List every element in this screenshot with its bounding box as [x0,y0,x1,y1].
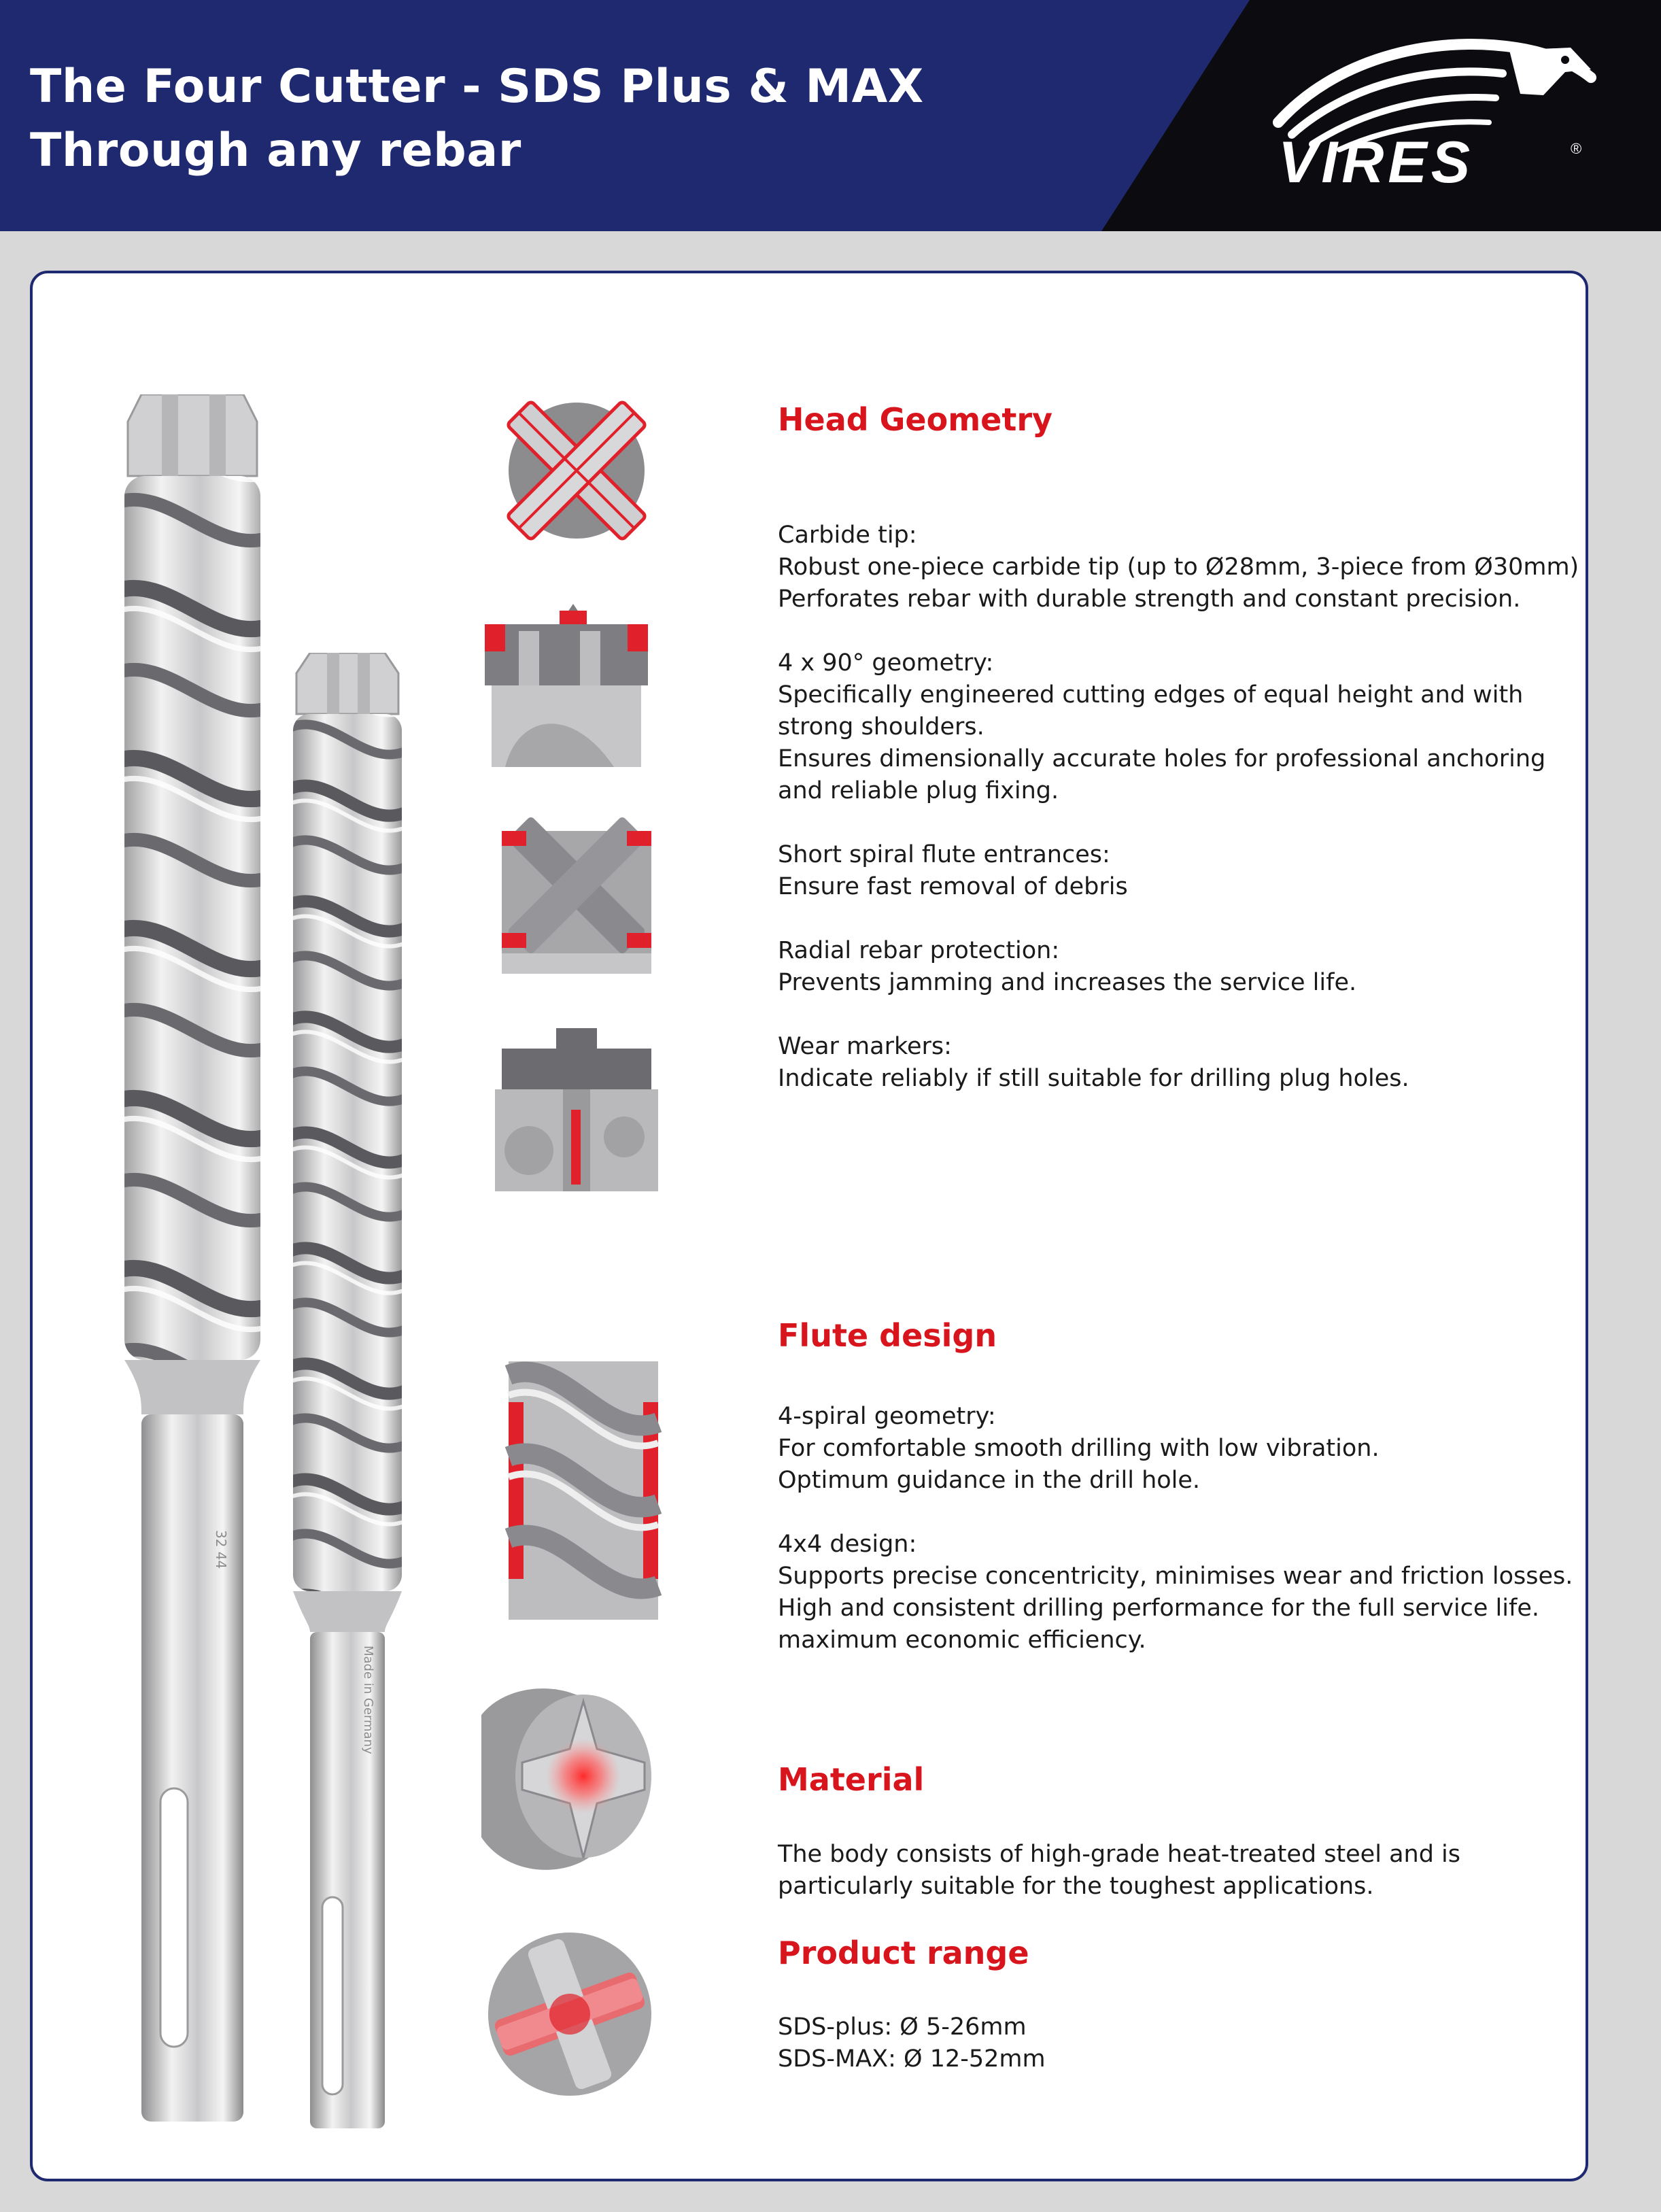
range-sds-max: SDS-MAX: Ø 12-52mm [778,2045,1046,2073]
page-subtitle: Through any rebar [30,124,521,177]
item-line: Ensure fast removal of debris [778,873,1128,900]
flute-item-4-spiral [778,1401,1587,1497]
flute-item-4x4 [778,1529,1587,1656]
item-label: 4x4 design: [778,1531,917,1558]
item-label: 4 x 90° geometry: [778,649,994,677]
section-title-head-geometry: Head Geometry [778,401,1053,438]
head-geometry-text [778,520,1587,1127]
head-geometry-item-rebar-protection [778,935,1587,999]
item-line: Prevents jamming and increases the service life. [778,969,1357,996]
section-title-material: Material [778,1761,925,1798]
spiral-flute-icon [495,1361,672,1620]
head-geometry-item-4x90 [778,647,1587,807]
item-line: Optimum guidance in the drill hole. [778,1467,1201,1494]
item-line: Perforates rebar with durable strength and constant precision. [778,585,1521,613]
cutter-shoulder-side-icon [478,604,655,767]
head-geometry-item-carbide-tip [778,520,1587,615]
item-line: Ensures dimensionally accurate holes for professional anchoring and reliable plug fixing. [778,745,1546,804]
item-line: For comfortable smooth drilling with low vibration. [778,1435,1380,1462]
header-banner [0,0,1661,231]
large-bit-marking: 32 44 [213,1530,229,1569]
rebar-protection-tip-icon [481,1919,658,2109]
cross-tip-angle-icon [488,811,665,974]
item-label: Radial rebar protection: [778,937,1060,964]
item-line: High and consistent drilling performance for the full service life. [778,1595,1539,1622]
svg-text:®: ® [1571,140,1582,157]
item-line: Robust one-piece carbide tip (up to Ø28mm, 3-piece from Ø30mm) [778,554,1579,581]
head-geometry-item-wear-markers [778,1031,1587,1095]
item-line: Supports precise concentricity, minimises wear and friction losses. [778,1563,1573,1590]
sds-max-drill-bit-image [114,394,271,2122]
small-bit-marking: Made in Germany [361,1646,375,1754]
item-line: Specifically engineered cutting edges of equal height and with strong shoulders. [778,681,1524,741]
material-core-icon [475,1674,651,1878]
section-title-product-range: Product range [778,1935,1029,1971]
item-line: Indicate reliably if still suitable for drilling plug holes. [778,1065,1409,1092]
range-sds-plus: SDS-plus: Ø 5-26mm [778,2013,1027,2041]
item-line: maximum economic efficiency. [778,1627,1146,1654]
page-title: The Four Cutter - SDS Plus & MAX [30,60,924,114]
content-panel [30,271,1588,2181]
item-label: Wear markers: [778,1033,952,1060]
material-paragraph: The body consists of high-grade heat-treated steel and is particularly suitable for the toughest applications. [778,1841,1460,1900]
logo-wordmark: VIRES [1278,130,1475,195]
item-label: Carbide tip: [778,522,917,549]
section-title-flute-design: Flute design [778,1317,997,1354]
item-label: Short spiral flute entrances: [778,841,1110,868]
product-range-text [778,2011,1587,2075]
wear-marker-head-icon [488,1015,665,1191]
head-geometry-item-spiral-entrances [778,839,1587,903]
flute-design-text [778,1401,1587,1656]
carbide-cross-tip-top-icon [488,396,665,545]
item-label: 4-spiral geometry: [778,1403,996,1430]
material-text [778,1839,1587,1903]
vires-logo [1251,20,1605,197]
sds-plus-drill-bit-image [290,653,405,2128]
